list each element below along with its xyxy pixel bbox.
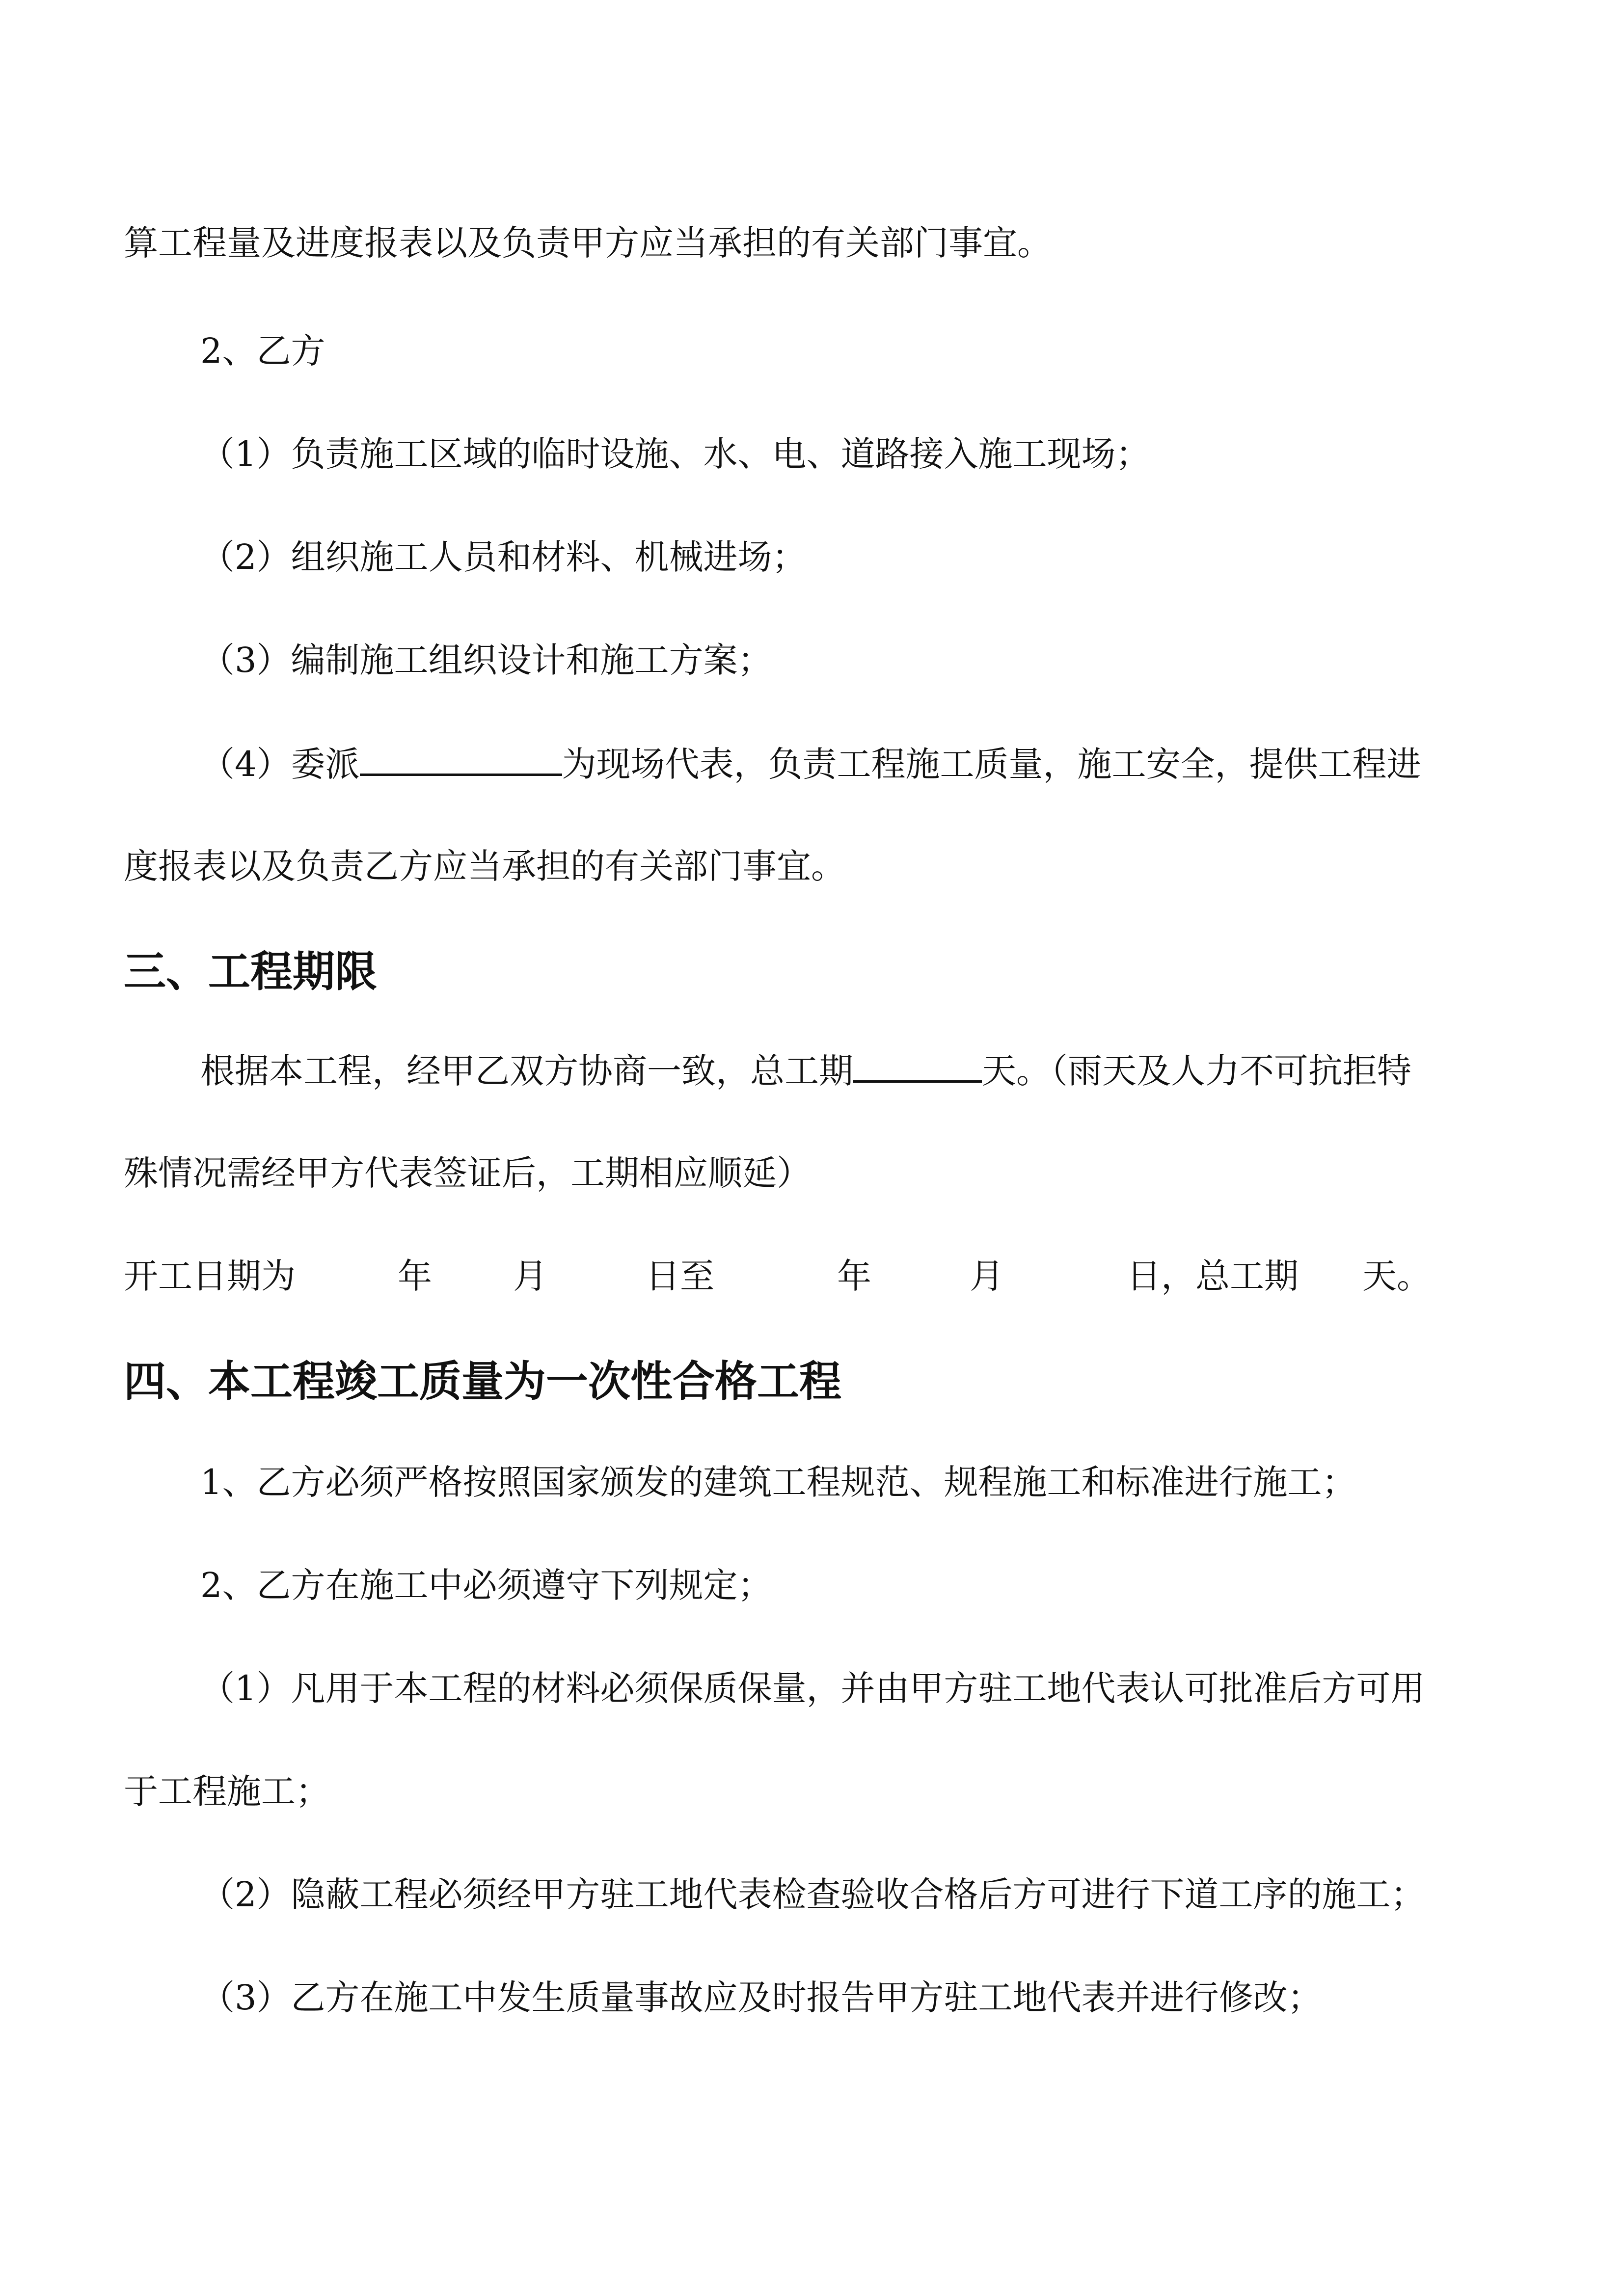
- date-day: 日至: [646, 1256, 714, 1296]
- fill-in-blank: [360, 741, 562, 776]
- date-day-total: 日，总工期: [1127, 1256, 1299, 1296]
- paragraph-line: [200, 1048, 1411, 1093]
- date-year: 年: [837, 1256, 871, 1296]
- section-subheading: 2、乙方: [200, 331, 325, 371]
- list-item: 1、乙方必须严格按照国家颁发的建筑工程规范、规程施工和标准进行施工；: [200, 1462, 1356, 1502]
- paragraph-line: 殊情况需经甲方代表签证后，工期相应顺延）: [124, 1153, 811, 1193]
- list-item: （1）凡用于本工程的材料必须保质保量，并由甲方驻工地代表认可批准后方可用: [200, 1668, 1425, 1709]
- fill-in-blank: [853, 1048, 982, 1083]
- date-month: 月: [970, 1256, 1004, 1296]
- list-item: （2）组织施工人员和材料、机械进场；: [200, 537, 807, 577]
- date-days: 天。: [1362, 1256, 1431, 1296]
- date-label: 开工日期为: [124, 1256, 296, 1296]
- list-item: 2、乙方在施工中必须遵守下列规定；: [200, 1565, 772, 1605]
- list-item: [200, 741, 1421, 786]
- section-heading: 三、工程期限: [124, 947, 377, 996]
- section-heading: 四、本工程竣工质量为一次性合格工程: [124, 1357, 841, 1406]
- date-year: 年: [398, 1256, 432, 1296]
- list-item: （3）乙方在施工中发生质量事故应及时报告甲方驻工地代表并进行修改；: [200, 1977, 1322, 2018]
- date-month: 月: [513, 1256, 547, 1296]
- list-item: （2）隐蔽工程必须经甲方驻工地代表检查验收合格后方可进行下道工序的施工；: [200, 1874, 1425, 1915]
- list-item: （1）负责施工区域的临时设施、水、电、道路接入施工现场；: [200, 434, 1150, 474]
- list-item: （3）编制施工组织设计和施工方案；: [200, 640, 772, 680]
- list-item-text: 为现场代表，负责工程施工质量，施工安全，提供工程进: [562, 744, 1421, 784]
- list-item-prefix: （4）委派: [200, 744, 360, 784]
- paragraph-text: 天。（雨天及人力不可抗拒特: [982, 1051, 1411, 1091]
- paragraph-line: 算工程量及进度报表以及负责甲方应当承担的有关部门事宜。: [124, 223, 1052, 263]
- date-line: [124, 1254, 1431, 1298]
- paragraph-text: 根据本工程，经甲乙双方协商一致，总工期: [200, 1051, 853, 1091]
- paragraph-line: 于工程施工；: [124, 1771, 330, 1812]
- paragraph-line: 度报表以及负责乙方应当承担的有关部门事宜。: [124, 846, 845, 886]
